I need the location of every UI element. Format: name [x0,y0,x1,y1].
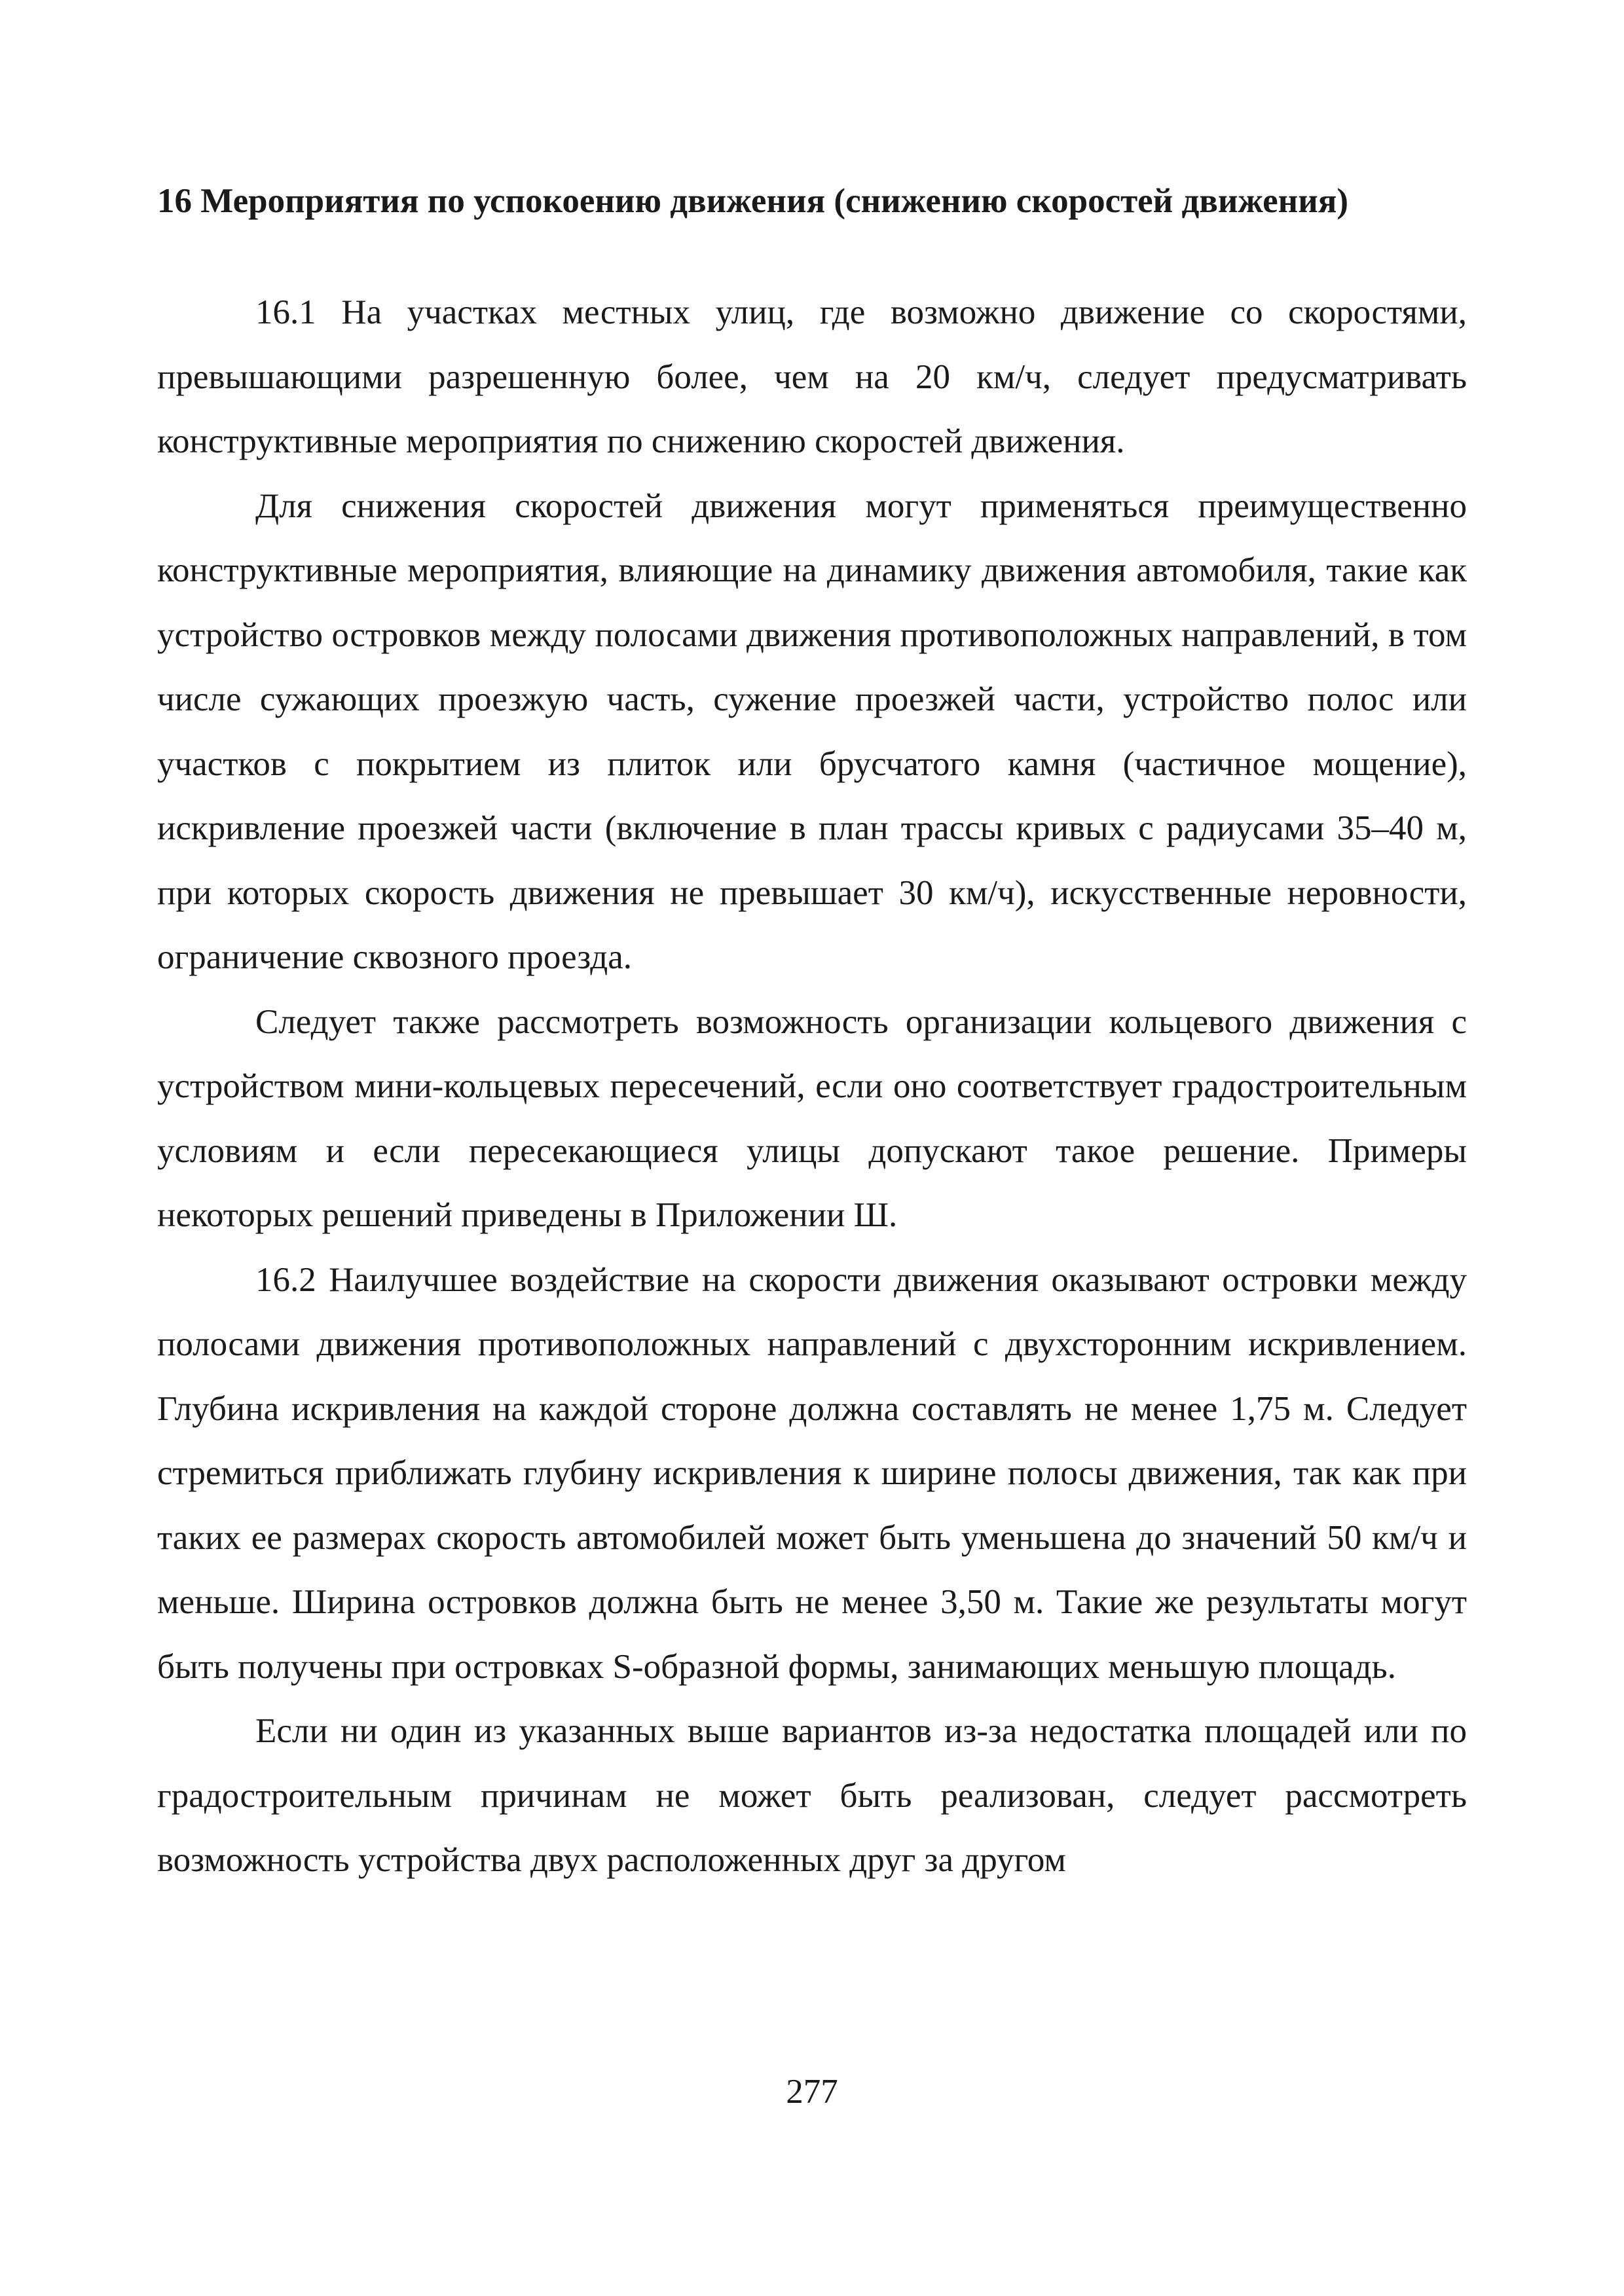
paragraph-16-2: 16.2 Наилучшее воздействие на скорости движения оказывают островки между полосами движения противоположных направлений с двухсторонним искривлением. Глубина искривления на каждой стороне должна составлять не менее 1,75 м. Следует стремиться приближать глубину искривления к ширине полосы движения, так как при таких ее размерах скорость автомобилей может быть уменьшена до значений 50 км/ч и меньше. Ширина островков должна быть не менее 3,50 м. Такие же результаты могут быть получены при островках S-образной формы, занимающих меньшую площадь. [157,1260,1467,1686]
paragraph-16-1: 16.1 На участках местных улиц, где возможно движение со скоростями, превышающими разрешенную более, чем на 20 км/ч, следует предусматривать конструктивные мероприятия по снижению скоростей движения. [157,293,1467,460]
section-heading: 16 Мероприятия по успокоению движения (снижению скоростей движения) [157,182,1349,220]
paragraph-roundabout: Следует также рассмотреть возможность организации кольцевого движения с устройством мини-кольцевых пересечений, если оно соответствует градостроительным условиям и если пересекающиеся улицы допускают такое решение. Примеры некоторых решений приведены в Приложении Ш. [157,1002,1467,1234]
document-page [157,169,1467,1893]
page-number: 277 [786,2073,838,2111]
paragraph-speed-reduction-measures: Для снижения скоростей движения могут применяться преимущественно конструктивные мероприятия, влияющие на динамику движения автомобиля, такие как устройство островков между полосами движения противоположных направлений, в том числе сужающих проезжую часть, сужение проезжей части, устройство полос или участков с покрытием из плиток или брусчатого камня (частичное мощение), искривление проезжей части (включение в план трассы кривых с радиусами 35–40 м, при которых скорость движения не превышает 30 км/ч), искусственные неровности, ограничение сквозного проезда. [157,486,1467,976]
body-text [157,280,1467,1893]
paragraph-alternative: Если ни один из указанных выше вариантов из-за недостатка площадей или по градостроительным причинам не может быть реализован, следует рассмотреть возможность устройства двух расположенных друг за другом [157,1712,1467,1879]
